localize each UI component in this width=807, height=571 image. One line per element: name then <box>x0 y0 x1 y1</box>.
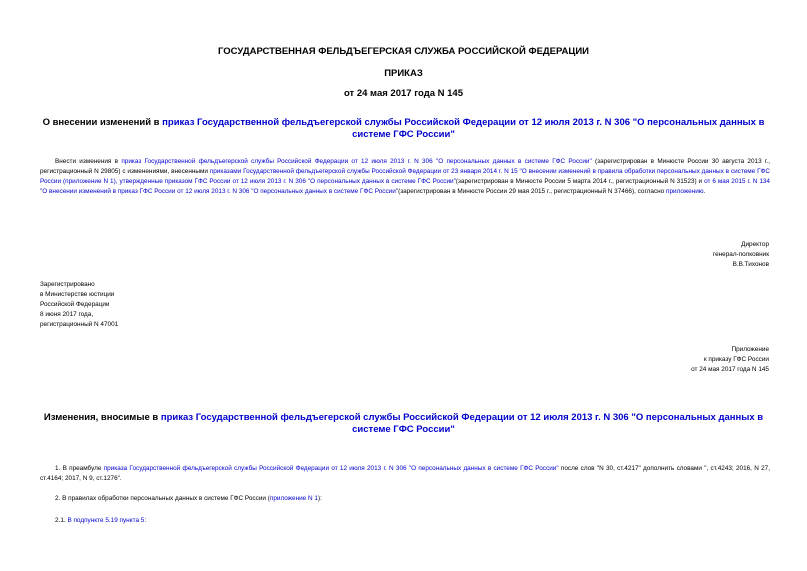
registration-block <box>40 280 240 330</box>
item-2-1-text: 2.1. <box>55 517 68 524</box>
item-1 <box>40 464 770 484</box>
registration-line: Зарегистрировано <box>40 281 95 288</box>
appendix-line: Приложение <box>731 346 769 353</box>
registration-line: в Министерстве юстиции <box>40 291 115 298</box>
intro-text-1: Внести изменения в <box>55 158 122 165</box>
registration-line: регистрационный N 47001 <box>40 321 119 328</box>
changes-title <box>40 412 767 436</box>
doc-type: ПРИКАЗ <box>384 68 423 79</box>
item-2-1-link[interactable]: В подпункте 5.19 пункта 5 <box>67 517 145 524</box>
intro-text-5: . <box>703 188 706 195</box>
intro-text-2: (зарегистрирован в Минюсте России 30 августа 2013 г., регистрационный N 29805) с изменениями, внесенными <box>40 158 770 175</box>
item-2 <box>40 494 770 504</box>
item-1-text-end: после слов "N 30, ст.4217" дополнить словами ", ст.4243; 2016, N 27, ст.4164; 2017, N 9, ст.1276". <box>40 465 770 482</box>
item-2-text: 2. В правилах обработки персональных данных в системе ГФС России ( <box>55 495 270 502</box>
title-prefix: О внесении изменений в <box>42 117 163 128</box>
appendix-line: от 24 мая 2017 года N 145 <box>691 366 769 373</box>
registration-line: 8 июня 2017 года, <box>40 311 94 318</box>
item-1-link[interactable]: приказа Государственной фельдъегерской службы Российской Федерации от 12 июля 2013 г. N 306 "О персональных данных в системе ГФС России" <box>103 465 559 472</box>
appendix-block <box>569 345 769 375</box>
intro-text-4: (зарегистрирован в Минюсте России 29 мая 2015 г., регистрационный N 37466), согласно <box>398 188 666 195</box>
item-2-link[interactable]: приложение N 1 <box>269 495 318 502</box>
changes-title-prefix: Изменения, вносимые в <box>43 412 161 423</box>
doc-date: от 24 мая 2017 года N 145 <box>343 88 464 99</box>
org-header: ГОСУДАРСТВЕННАЯ ФЕЛЬДЪЕГЕРСКАЯ СЛУЖБА РОССИЙСКОЙ ФЕДЕРАЦИИ <box>218 46 589 57</box>
intro-paragraph <box>40 157 770 197</box>
intro-link-order[interactable]: приказ Государственной фельдъегерской службы Российской Федерации от 12 июля 2013 г. N 306 "О персональных данных в системе ГФС России" <box>121 158 592 165</box>
intro-link-appendix[interactable]: приложению <box>665 188 704 195</box>
appendix-line: к приказу ГФС России <box>703 356 769 363</box>
item-2-1 <box>40 516 770 526</box>
signature-rank: генерал-полковник <box>712 251 769 258</box>
intro-link-amendments[interactable]: приказами Государственной фельдъегерской службы Российской Федерации от 23 января 2014 г. N 15 "О внесении изменений в правила обработки персональных данных в системе ГФС России (приложение N 1), утвержденные приказом ГФС России от 12 июля 2013 г. N 306 "О персональных данных в системе ГФС России" <box>40 168 771 185</box>
item-1-text: 1. В преамбуле <box>55 465 104 472</box>
item-2-1-text-end: : <box>144 517 147 524</box>
signature-name: В.В.Тихонов <box>732 261 769 268</box>
title-link[interactable]: приказ Государственной фельдъегерской службы Российской Федерации от 12 июля 2013 г. N 306 "О персональных данных в системе ГФС России" <box>162 117 765 140</box>
registration-line: Российской Федерации <box>40 301 110 308</box>
changes-title-link[interactable]: приказ Государственной фельдъегерской службы Российской Федерации от 12 июля 2013 г. N 306 "О персональных данных в системе ГФС России" <box>160 412 764 435</box>
signature-position: Директор <box>741 241 769 248</box>
intro-text-3: (зарегистрирован в Минюсте России 5 марта 2014 г., регистрационный N 31523) и <box>455 178 705 185</box>
document-title <box>40 117 767 141</box>
item-2-text-end: ): <box>317 495 322 502</box>
intro-link-may-2015[interactable]: от 6 мая 2015 г. N 134 "О внесении изменений в приказ ГФС России от 12 июля 2013 г. N 306 "О персональных данных в системе ГФС России" <box>40 178 770 195</box>
signature-block <box>569 240 769 270</box>
